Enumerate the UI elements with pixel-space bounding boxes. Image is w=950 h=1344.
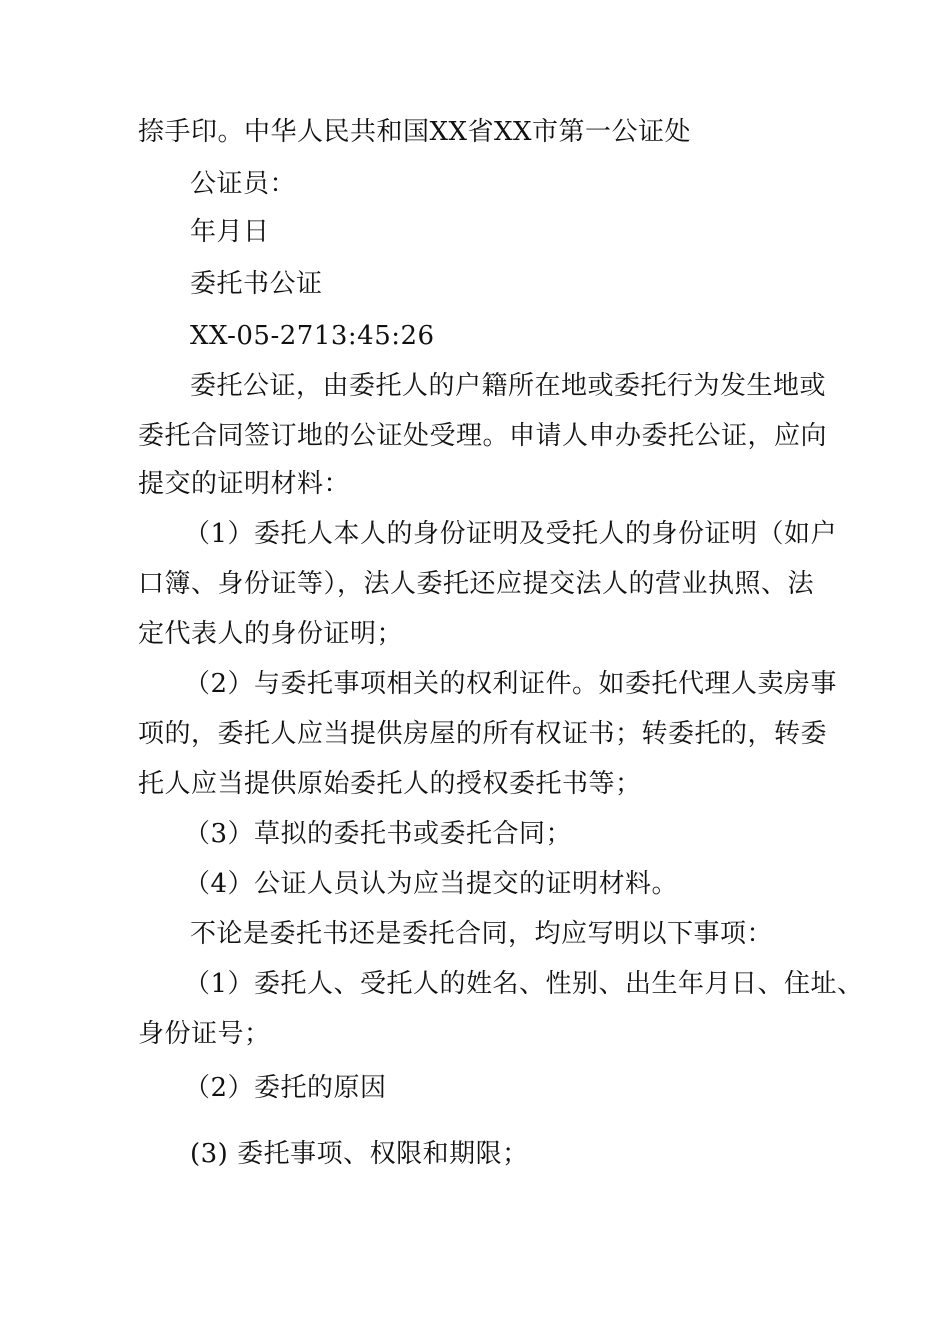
list-item-continuation: 身份证号； [138,1019,271,1049]
list-item: （2）委托的原因 [184,1073,387,1103]
timestamp: XX-05-2713:45:26 [190,321,435,351]
list-item: （2）与委托事项相关的权利证件。如委托代理人卖房事 [184,669,838,699]
date-label: 年月日 [190,217,270,247]
paragraph-line: 委托合同签订地的公证处受理。申请人申办委托公证，应向 [138,421,828,451]
list-item: （4）公证人员认为应当提交的证明材料。 [184,869,679,899]
paragraph-line: 委托公证，由委托人的户籍所在地或委托行为发生地或 [190,371,827,401]
list-item-continuation: 托人应当提供原始委托人的授权委托书等； [138,769,642,799]
list-item: （1）委托人、受托人的姓名、性别、出生年月日、住址、 [184,969,864,999]
list-item-continuation: 项的，委托人应当提供房屋的所有权证书；转委托的，转委 [138,719,828,749]
list-item: (3) 委托事项、权限和期限； [190,1139,529,1169]
list-item: （1）委托人本人的身份证明及受托人的身份证明（如户 [184,519,838,549]
paragraph-line: 不论是委托书还是委托合同，均应写明以下事项： [190,919,774,949]
notary-office-line: 捺手印。中华人民共和国XX省XX市第一公证处 [138,117,692,147]
section-title: 委托书公证 [190,269,323,299]
notary-label: 公证员： [190,169,297,199]
list-item-continuation: 定代表人的身份证明； [138,619,404,649]
list-item: （3）草拟的委托书或委托合同； [184,819,573,849]
list-item-continuation: 口簿、身份证等），法人委托还应提交法人的营业执照、法 [138,569,815,599]
paragraph-line: 提交的证明材料： [138,469,351,499]
